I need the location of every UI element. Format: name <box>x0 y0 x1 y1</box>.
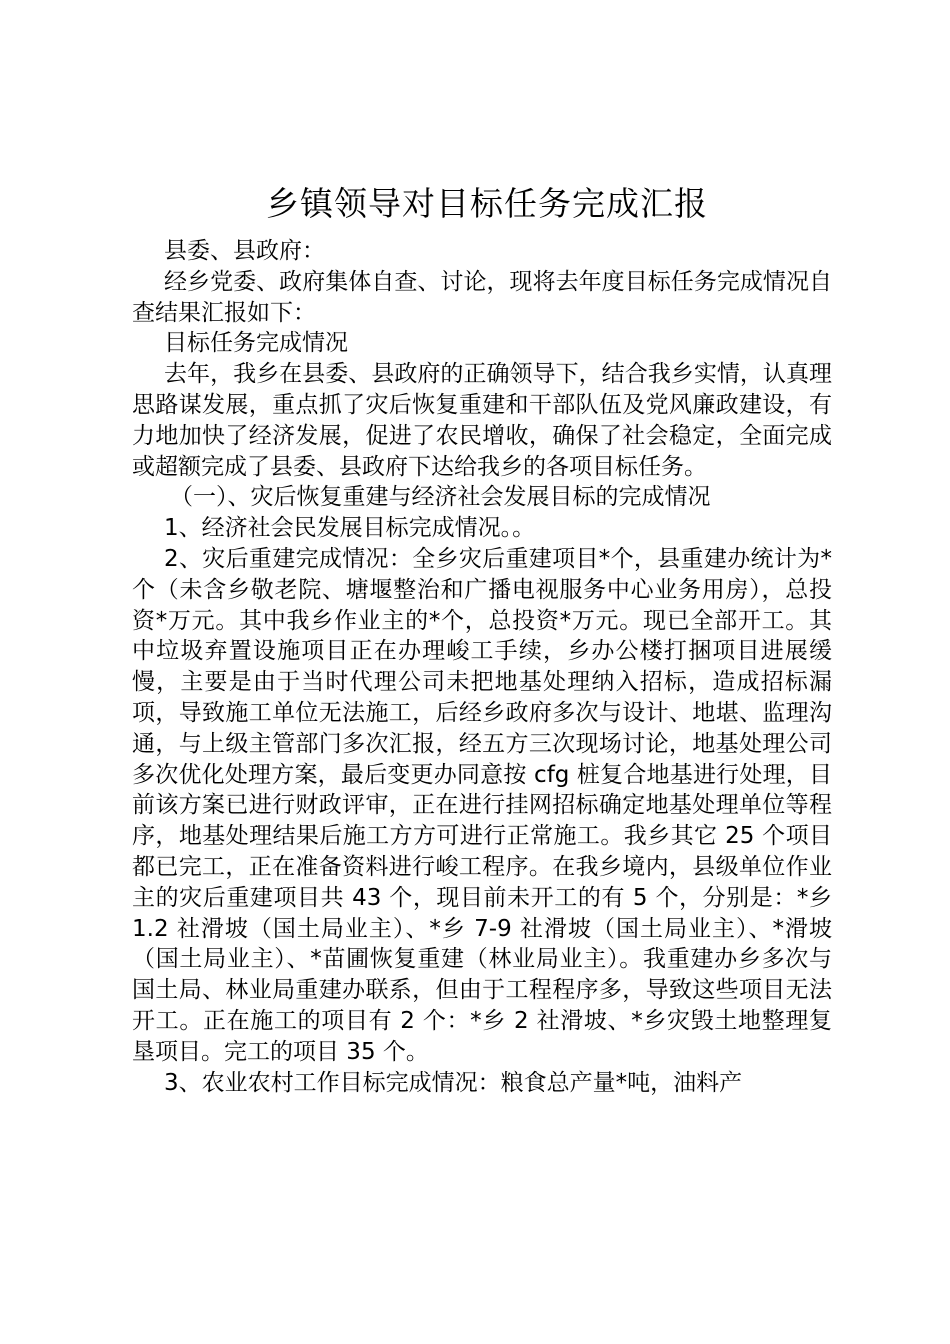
intro-paragraph: 经乡党委、政府集体自查、讨论，现将去年度目标任务完成情况自查结果汇报如下： <box>132 268 832 326</box>
item-3-paragraph: 3、农业农村工作目标完成情况：粮食总产量*吨，油料产 <box>164 1069 743 1096</box>
salutation: 县委、县政府： <box>164 238 325 264</box>
subsection-heading: （一）、灾后恢复重建与经济社会发展目标的完成情况 <box>170 484 711 511</box>
item-2-paragraph: 2、灾后重建完成情况：全乡灾后重建项目*个，县重建办统计为*个（未含乡敬老院、塘堰整治和广播电视服务中心业务用房），总投资*万元。其中我乡作业主的*个，总投资*万元。现已全部开工。其中垃圾弃置设施项目正在办理峻工手续，乡办公楼打捆项目进展缓慢，主要是由于当时代理公司未把地基处理纳入招标，造成招标漏项，导致施工单位无法施工，后经乡政府多次与设计、地堪、监理沟通，与上级主管部门多次汇报，经五方三次现场讨论，地基处理公司多次优化处理方案，最后变更办同意按 cfg 桩复合地基进行处理，目前该方案已进行财政评审，正在进行挂网招标确定地基处理单位等程序，地基处理结果后施工方方可进行正常施工。我乡其它 25 个项目都已完工，正在准备资料进行峻工程序。在我乡境内，县级单位作业主的灾后重建项目共 43 个，现目前未开工的有 5 个，分别是：*乡 1.2 社滑坡（国土局业主）、*乡 7-9 社滑坡（国土局业主）、*滑坡（国土局业主）、*苗圃恢复重建（林业局业主）。我重建办乡多次与国土局、林业局重建办联系，但由于工程程序多，导致这些项目无法开工。正在施工的项目有 2 个：*乡 2 社滑坡、*乡灾毁土地整理复垦项目。完工的项目 35 个。 <box>132 545 832 1065</box>
summary-paragraph: 去年，我乡在县委、县政府的正确领导下，结合我乡实情，认真理思路谋发展，重点抓了灾后恢复重建和干部队伍及党风廉政建设，有力地加快了经济发展，促进了农民增收，确保了社会稳定，全面完成或超额完成了县委、县政府下达给我乡的各项目标任务。 <box>132 361 832 480</box>
document-page <box>132 178 832 1098</box>
document-title: 乡镇领导对目标任务完成汇报 <box>266 184 708 223</box>
item-1-paragraph: 1、经济社会民发展目标完成情况。。 <box>164 515 536 542</box>
section-heading: 目标任务完成情况 <box>164 330 348 357</box>
